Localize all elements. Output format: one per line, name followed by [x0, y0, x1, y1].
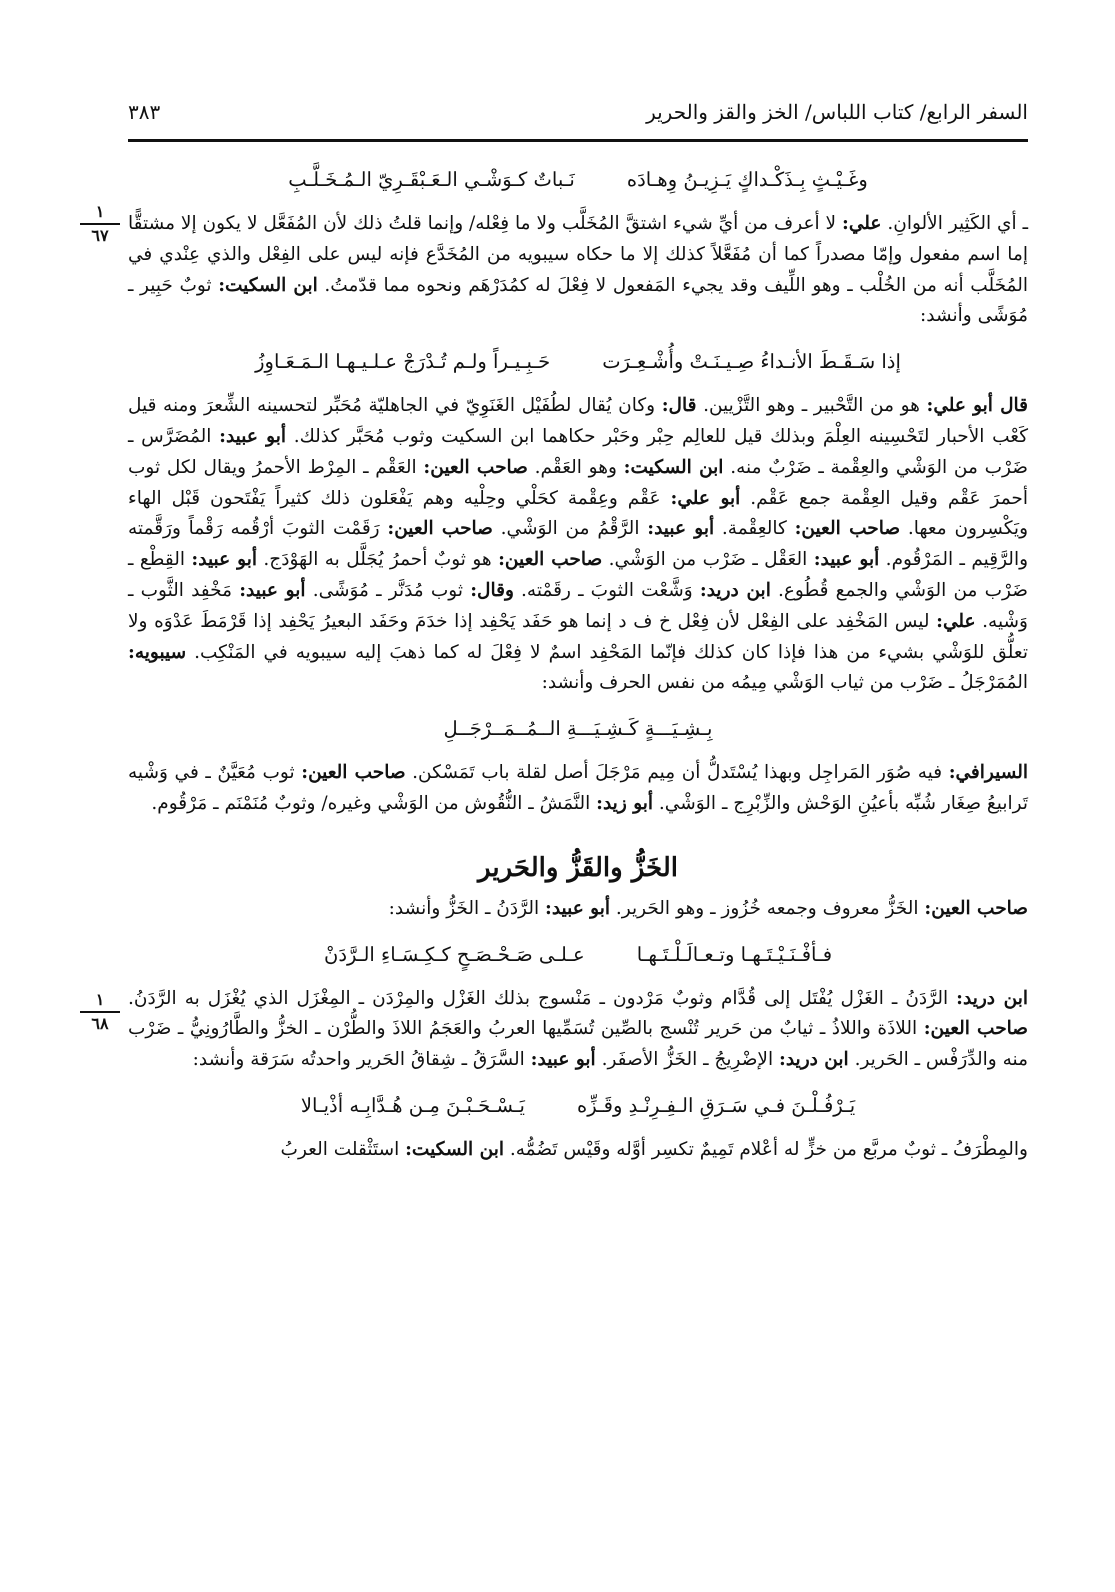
main-text [128, 150, 1028, 1166]
page-header [128, 94, 1028, 130]
page-number: ٣٨٣ [128, 100, 161, 124]
verse-hemistich-left: حَـبِـيـراً ولـم تُـدْرَجْ عـلـيـهـا الـمَـعَـاوِزُ [255, 350, 551, 374]
speaker-name: أبو علي: [670, 487, 741, 509]
speaker-name: صاحب العين: [301, 762, 406, 784]
verse-hemistich-right: فـأفْـنَـيْـتَـهـا وتـعـالَـلْـتَـهـا [636, 942, 833, 966]
verse-hemistich-left: يَـسْـحَـبْـنَ مِـن هُـدَّابِـه أذْيـالا [300, 1093, 525, 1117]
speaker-name: ابن السكيت: [405, 1138, 504, 1160]
speaker-name: ابن دريد: [699, 579, 771, 601]
margin-folio-note: ١ ٦٧ [74, 204, 126, 244]
speaker-name: أبو عبيد: [530, 1049, 596, 1071]
verse-hemistich-right: يَـرْفُـلْـنَ فـي سَـرَقِ الـفِـرِنْـدِ وقَـزِّه [576, 1093, 856, 1117]
speaker-name: السيرافي: [948, 762, 1028, 784]
verse-line [128, 163, 1028, 197]
speaker-name: أبو عبيد: [239, 579, 306, 601]
paragraph: والمِطْرَفُ ـ ثوبٌ مربَّع من خزٍّ له أعْلام تَمِيمٌ تكسِر أوَّله وقَيْس تَضُمُّه. ابن السكيت: استَثْقلت العربُ [280, 1138, 1028, 1160]
verse-line [128, 712, 1028, 746]
speaker-name: أبو عبيد: [219, 425, 286, 447]
speaker-name: علي: [842, 213, 882, 234]
speaker-name: قال: [661, 395, 697, 417]
running-title: السفر الرابع/ كتاب اللباس/ الخز والقز والحرير [646, 100, 1028, 124]
paragraph: ابن دريد: الرَّدَنُ ـ الغَزْل يُفْتَل إلى قُدَّام وثوبٌ مَرْدون ـ مَنْسوج بذلك الغَزْل والمِرْدَن ـ المِغْزَل الذي يُغْزَل به الرَّدَنُ. صاحب العين: اللاذَة واللاذُ ـ ثيابٌ من حَرير تُنْسج بالصِّين تُسَمِّيها العربُ والعَجَمُ اللاذَ والطُّرْن ـ الخزُّ والطَّارُونِيُّ ـ ضَرْب منه والدِّرَفْس ـ الحَرير. ابن دريد: الإضْرِيجُ ـ الخَزُّ الأصفَر. أبو عبيد: السَّرَقُ ـ شِقاقُ الحَرير واحدتُه سَرَقة وأنشد: [128, 987, 1028, 1071]
verse-hemistich-right: وغَـيْـثٍ بِـذَكْـداكٍ يَـزِيـنُ وِهـادَه [626, 168, 868, 191]
section-heading: الخَزُّ والقَزُّ والحَرير [478, 852, 678, 883]
speaker-name: صاحب العين: [794, 518, 901, 540]
verse-hemistich-left: عـلـى صَـحْـصَـحٍ كـكِـسَـاءِ الـرَّدَنْ [324, 942, 585, 966]
speaker-name: ابن دريد: [956, 987, 1028, 1009]
speaker-name: علي: [936, 610, 976, 632]
speaker-name: أبو عبيد: [647, 518, 715, 540]
header-rule [128, 139, 1028, 142]
speaker-name: صاحب العين: [924, 897, 1028, 919]
margin-folio-note: ١ ٦٨ [74, 992, 126, 1032]
speaker-name: وقال: [470, 579, 514, 601]
verse-hemistich-right: إذا سَـقَـطَ الأنـداءُ صِـيـنَـتْ وأُشْـعِـرَت [602, 350, 901, 374]
speaker-name: قال أبو علي: [926, 395, 1029, 417]
speaker-name: أبو زيد: [596, 792, 654, 814]
speaker-name: ابن السكيت: [623, 456, 724, 478]
verse-line [128, 938, 1028, 972]
speaker-name: ابن دريد: [779, 1049, 849, 1071]
verse-line [128, 1089, 1028, 1123]
speaker-name: صاحب العين: [498, 549, 603, 571]
speaker-name: سيبويه: [128, 641, 187, 663]
paragraph: السيرافي: فيه صُوَر المَراجِل وبهذا يُسْتَدلُّ أن مِيم مَرْجَلَ أصل لقلة باب تَمَسْكن. صاحب العين: ثوب مُعَيَّنٌ ـ في وَشْيه تَرابيعُ صِغَار شُبِّه بأعيُنِ الوَحْش والزِّبْرِج ـ الوَشْي. أبو زيد: النَّمَشُ ـ النُّقُوش من الوَشْي وغيره/ وثوبٌ مُنَمْنَم ـ مَرْقُوم. [128, 762, 1028, 814]
speaker-name: صاحب العين: [387, 518, 493, 540]
verse-single-hemistich: بِـشِـيَـــةٍ كَـشِـيَـــةِ الــمُــمَــرْجَــلِ [443, 717, 713, 741]
verse-line [128, 345, 1028, 379]
speaker-name: أبو عبيد: [813, 549, 880, 571]
speaker-name: صاحب العين: [923, 1018, 1028, 1040]
paragraph: ـ أي الكَثِير الألوانِ. علي: لا أعرف من أيِّ شيء اشتقَّ المُخَلَّب ولا ما فِعْله/ وإنما قلتُ ذلك لأن المُفَعَّل لا يكون إلا مشتقًّا إما اسم مفعول وإمّا مصدراً كما أن مُفَعَّلاً كذلك إلا ما حكاه سيبويه من المُخَدَّع فإنه ليس على الفِعْل والذي عِنْدي في المُخَلَّب أنه من الخُلْب ـ وهو اللِّيف وقد يجيء المَفعول لا فِعْلَ له كمُدَرْهَم ونحوه مما قدّمتُ. ابن السكيت: ثوبٌ حَبِير ـ مُوَشًى وأنشد: [128, 213, 1029, 327]
speaker-name: أبو عبيد: [545, 897, 611, 919]
verse-hemistich-left: نَـباتٌ كـوَشْـي الـعَـبْقَـرِيّ الـمُـخَـلَّـبِ [288, 168, 575, 191]
speaker-name: صاحب العين: [423, 456, 528, 478]
paragraph: قال أبو علي: هو من التَّحْبير ـ وهو التَّزْيين. قال: وكان يُقال لطُفَيْل الغَنَوِيّ في الجاهليّة مُحَبِّر لتحسينه الشِّعرَ ومنه قيل كَعْب الأحبار لتَحْسِينه العِلْمَ وبذلك قيل للعالِم حِبْر وحَبْر حكاهما ابن السكيت وثوب مُحَبَّر كذلك. أبو عبيد: المُضَرَّس ـ ضَرْب من الوَشْي والعِقْمة ـ ضَرْبٌ منه. ابن السكيت: وهو العَقْم. صاحب العين: العَقْم ـ المِرْط الأحمرُ ويقال لكل ثوب أحمرَ عَقْم وقيل العِقْمة جمع عَقْم. أبو علي: عَقْم وعِقْمة كحَلْي وحِلْيه وهم يَفْعَلون ذلك كثيراً يَفْتَحون قَبْل الهاء ويَكْسِرون معها. صاحب العين: كالعِقْمة. أبو عبيد: الرَّقْمُ من الوَشْي. صاحب العين: رَقَمْت الثوبَ أرْقُمه رَقْماً ورَقَّمته والرَّقِيم ـ المَرْقُوم. أبو عبيد: العَقْل ـ ضَرْب من الوَشْي. صاحب العين: هو ثوبٌ أحمرُ يُجَلَّل به الهَوْدَج. أبو عبيد: القِطْع ـ ضَرْب من الوَشْي والجمع قُطُوع. ابن دريد: وَشَّعْت الثوبَ ـ رقَمْته. وقال: ثوب مُدَنَّر ـ مُوَشًى. أبو عبيد: مَخْفِد الثَّوب ـ وَشْيه. علي: ليس المَخْفِد على الفِعْل لأن فِعْل خ ف د إنما هو حَفَد يَحْفِد إذا خدَمَ وحَفَد البعيرُ يَحْفِد إذا قَرْمَطَ عَدْوَه ولا تعلُّق للوَشْي بشيء من هذا فإذا كان كذلك فإنّما المَحْفِد اسمٌ لا فِعْلَ له كما ذهبَ إليه سيبويه في المَنْكِب. سيبويه: المُمَرْجَلُ ـ ضَرْب من ثياب الوَشْي مِيمُه من نفس الحرف وأنشد: [128, 395, 1029, 694]
speaker-name: أبو عبيد: [191, 549, 257, 571]
paragraph: صاحب العين: الخَزُّ معروف وجمعه خُزُوز ـ وهو الحَرير. أبو عبيد: الرَّدَنُ ـ الخَزُّ وأنشد: [388, 897, 1028, 919]
speaker-name: ابن السكيت: [218, 274, 318, 296]
